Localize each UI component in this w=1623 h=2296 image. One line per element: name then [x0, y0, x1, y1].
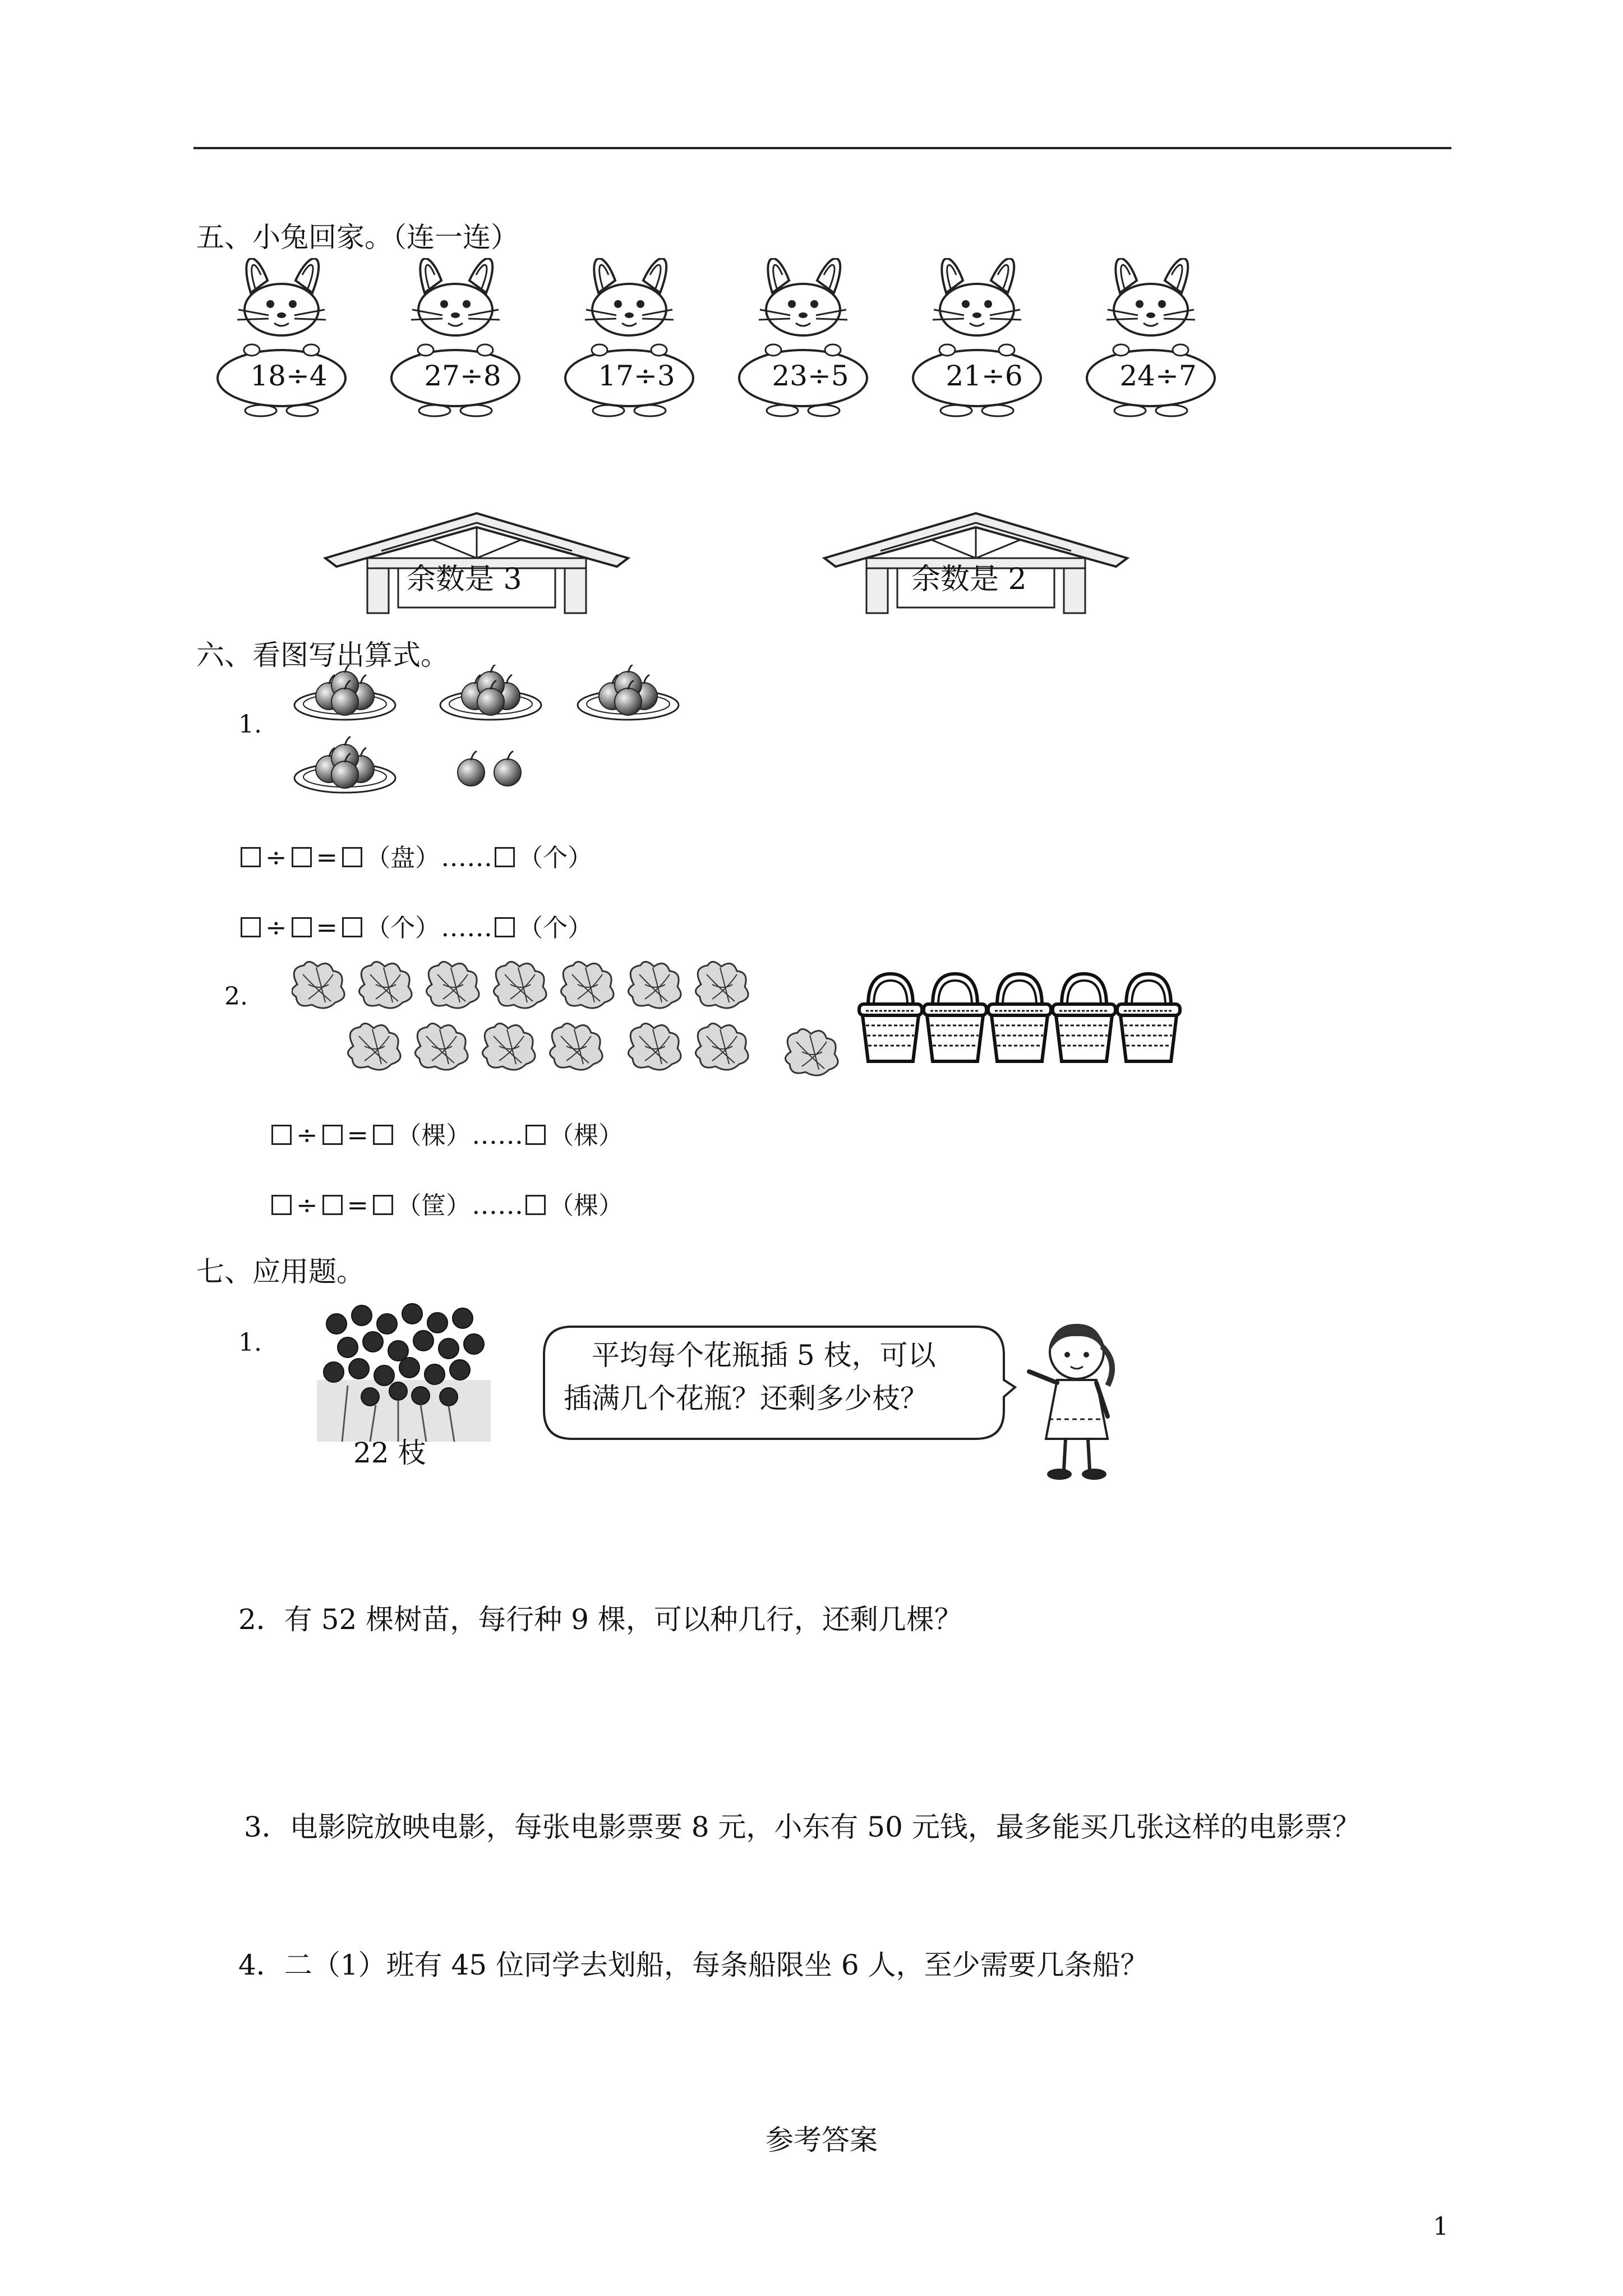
- cabbage-icon: [348, 1023, 400, 1070]
- answer-box[interactable]: [495, 847, 515, 867]
- answer-box[interactable]: [525, 1125, 546, 1145]
- rabbit-1-expression[interactable]: 18÷4: [250, 360, 328, 392]
- section7-q2: 2．有 52 棵树苗，每行种 9 棵，可以种几行，还剩几棵？: [238, 1603, 962, 1636]
- section6-q1-equation-2: [238, 914, 593, 941]
- divide-sign: ÷: [265, 912, 287, 942]
- answer-box[interactable]: [292, 917, 312, 937]
- cabbage-icon: [415, 1023, 468, 1070]
- remainder-dots: ……: [441, 912, 493, 942]
- cabbage-icon: [550, 1023, 602, 1070]
- section6-q2-equation-2: [269, 1192, 624, 1218]
- cabbage-icon: [426, 961, 479, 1008]
- unit-label: （筐）: [396, 1191, 471, 1220]
- unit-label: （棵）: [396, 1121, 471, 1150]
- equals-sign: =: [347, 1190, 369, 1220]
- plate-1-icon: [294, 665, 395, 720]
- plate-4-icon: [294, 737, 395, 793]
- basket-icon: [924, 974, 986, 1061]
- cabbage-icon: [482, 1023, 535, 1070]
- section7-q3: 3．电影院放映电影，每张电影票要 8 元，小东有 50 元钱，最多能买几张这样的电影票？: [244, 1811, 1361, 1843]
- divide-sign: ÷: [296, 1190, 318, 1220]
- section6-title: 六、看图写出算式。: [196, 639, 449, 671]
- cabbage-icon: [628, 961, 681, 1008]
- equals-sign: =: [316, 912, 338, 942]
- basket-icon: [988, 974, 1051, 1061]
- bubble-line-1: 平均每个花瓶插 5 枝，可以: [592, 1339, 936, 1372]
- section7-title: 七、应用题。: [196, 1255, 365, 1288]
- answer-box[interactable]: [292, 847, 312, 867]
- equals-sign: =: [316, 842, 338, 872]
- rabbit-5-expression[interactable]: 21÷6: [946, 360, 1023, 392]
- answer-box[interactable]: [241, 917, 261, 937]
- cabbage-icon: [695, 961, 748, 1008]
- cabbage-icon: [359, 961, 412, 1008]
- section7-q4: 4．二（1）班有 45 位同学去划船，每条船限坐 6 人，至少需要几条船？: [238, 1949, 1149, 1981]
- answer-box[interactable]: [271, 1195, 292, 1215]
- equals-sign: =: [347, 1120, 369, 1150]
- rabbit-4-icon: [739, 259, 867, 416]
- basket-icon: [1117, 974, 1180, 1061]
- remainder-dots: ……: [472, 1190, 524, 1220]
- answer-box[interactable]: [495, 917, 515, 937]
- section6-q2-equation-1: [269, 1122, 624, 1148]
- cabbage-icon: [292, 961, 344, 1008]
- header-rule: [193, 147, 1451, 149]
- cabbage-icon: [785, 1029, 838, 1075]
- divide-sign: ÷: [265, 842, 287, 872]
- page-number: 1: [1433, 2212, 1449, 2241]
- house-2-icon: [819, 505, 1133, 617]
- plate-2-icon: [440, 665, 541, 720]
- answer-box[interactable]: [342, 847, 362, 867]
- unit-label: （个）: [518, 844, 593, 872]
- answer-box[interactable]: [322, 1125, 343, 1145]
- rabbit-2-expression[interactable]: 27÷8: [424, 360, 501, 392]
- rabbit-3-expression[interactable]: 17÷3: [598, 360, 675, 392]
- section5-title: 五、小兔回家。（连一连）: [196, 221, 519, 254]
- rabbit-row: [191, 258, 1312, 426]
- section7-q1-number: 1.: [238, 1328, 262, 1357]
- cabbage-icon: [695, 1023, 748, 1070]
- cabbage-icon: [494, 961, 546, 1008]
- remainder-dots: ……: [472, 1120, 524, 1150]
- cabbage-icon: [561, 961, 614, 1008]
- loose-apple-2-icon: [494, 751, 521, 786]
- rabbit-4-expression[interactable]: 23÷5: [772, 360, 849, 392]
- rabbit-5-icon: [913, 259, 1041, 416]
- section6-q1-number: 1.: [238, 710, 262, 739]
- unit-label: （个）: [366, 914, 440, 942]
- rabbit-6-expression[interactable]: 24÷7: [1119, 360, 1197, 392]
- cabbages-and-baskets: [292, 959, 1200, 1094]
- house-2-label[interactable]: 余数是 2: [911, 563, 1027, 596]
- loose-apple-1-icon: [458, 751, 485, 786]
- answer-box[interactable]: [271, 1125, 292, 1145]
- girl-icon: [1023, 1318, 1130, 1487]
- rabbit-1-icon: [218, 259, 345, 416]
- answer-box[interactable]: [373, 1125, 393, 1145]
- apple-plates: [280, 665, 729, 811]
- rabbit-6-icon: [1087, 259, 1215, 416]
- plate-3-icon: [578, 665, 679, 720]
- house-1-label[interactable]: 余数是 3: [407, 563, 522, 596]
- unit-label: （个）: [518, 914, 593, 942]
- answer-box[interactable]: [525, 1195, 546, 1215]
- answer-box[interactable]: [373, 1195, 393, 1215]
- unit-label: （盘）: [366, 844, 440, 872]
- section6-q1-equation-1: [238, 844, 593, 871]
- answer-box[interactable]: [241, 847, 261, 867]
- answer-box[interactable]: [342, 917, 362, 937]
- unit-label: （棵）: [549, 1121, 624, 1150]
- cabbage-icon: [628, 1023, 681, 1070]
- rabbit-3-icon: [565, 259, 693, 416]
- rabbit-2-icon: [391, 259, 519, 416]
- basket-icon: [1053, 974, 1115, 1061]
- flower-bunch-icon: [314, 1301, 494, 1447]
- answers-title: 参考答案: [766, 2124, 878, 2156]
- unit-label: （棵）: [549, 1191, 624, 1220]
- divide-sign: ÷: [296, 1120, 318, 1150]
- bubble-line-2: 插满几个花瓶？还剩多少枝？: [564, 1382, 928, 1415]
- remainder-dots: ……: [441, 842, 493, 872]
- house-1-icon: [320, 505, 634, 617]
- section6-q2-number: 2.: [224, 982, 248, 1011]
- answer-box[interactable]: [322, 1195, 343, 1215]
- flowers-count-label: 22 枝: [353, 1437, 426, 1469]
- basket-icon: [859, 974, 922, 1061]
